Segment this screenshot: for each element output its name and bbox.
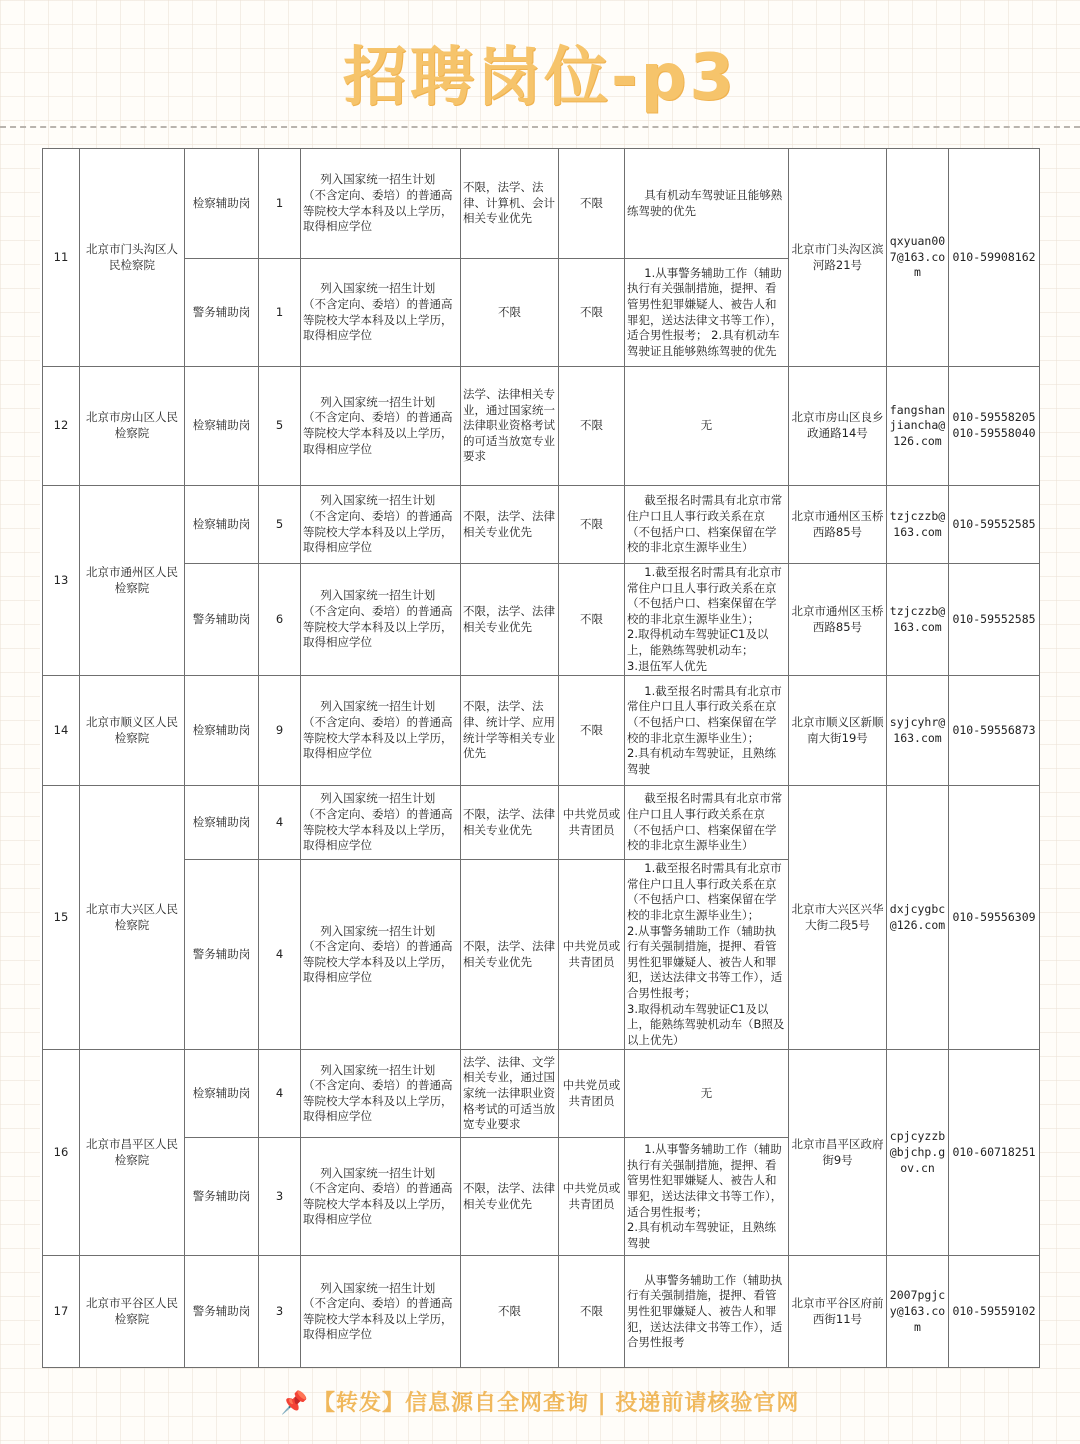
unit-name: 北京市平谷区人民检察院	[80, 1256, 185, 1368]
jobs-table	[42, 148, 1040, 1368]
other-req: 具有机动车驾驶证且能够熟练驾驶的优先	[625, 149, 789, 259]
major-req: 不限	[461, 1256, 559, 1368]
address: 北京市顺义区新顺南大街19号	[789, 676, 887, 786]
phone: 010-59558205 010-59558040	[949, 367, 1040, 486]
hire-count: 1	[259, 259, 301, 367]
phone: 010-59556309	[949, 786, 1040, 1050]
address: 北京市房山区良乡政通路14号	[789, 367, 887, 486]
education-req: 列入国家统一招生计划（不含定向、委培）的普通高等院校大学本科及以上学历，取得相应学位	[301, 860, 461, 1050]
table-row	[43, 1256, 1040, 1368]
politics-req: 不限	[559, 486, 625, 564]
table-row	[43, 564, 1040, 676]
phone: 010-59556873	[949, 676, 1040, 786]
education-req: 列入国家统一招生计划（不含定向、委培）的普通高等院校大学本科及以上学历，取得相应学位	[301, 564, 461, 676]
hire-count: 3	[259, 1256, 301, 1368]
address: 北京市门头沟区滨河路21号	[789, 149, 887, 367]
address: 北京市通州区玉桥西路85号	[789, 486, 887, 564]
major-req: 法学、法律、文学相关专业，通过国家统一法律职业资格考试的可适当放宽专业要求	[461, 1050, 559, 1138]
major-req: 不限，法学、法律相关专业优先	[461, 564, 559, 676]
unit-name: 北京市大兴区人民检察院	[80, 786, 185, 1050]
post-name: 检察辅助岗	[185, 786, 259, 860]
footer-text: 【转发】信息源自全网查询 | 投递前请核验官网	[313, 1391, 800, 1416]
table-row	[43, 786, 1040, 860]
unit-name: 北京市门头沟区人民检察院	[80, 149, 185, 367]
phone: 010-59559102	[949, 1256, 1040, 1368]
email[interactable]: dxjcygbc@126.com	[887, 786, 949, 1050]
other-req: 1.从事警务辅助工作（辅助执行有关强制措施，提押、看管男性犯罪嫌疑人、被告人和罪犯，送达法律文书等工作），适合男性报考； 2.具有机动车驾驶证且能够熟练驾驶的优先	[625, 259, 789, 367]
politics-req: 中共党员或共青团员	[559, 860, 625, 1050]
table-row	[43, 676, 1040, 786]
row-number: 11	[43, 149, 80, 367]
address: 北京市大兴区兴华大街二段5号	[789, 786, 887, 1050]
post-name: 检察辅助岗	[185, 1050, 259, 1138]
phone: 010-59552585	[949, 564, 1040, 676]
other-req: 截至报名时需具有北京市常住户口且人事行政关系在京（不包括户口、档案保留在学校的非北京生源毕业生）	[625, 786, 789, 860]
education-req: 列入国家统一招生计划（不含定向、委培）的普通高等院校大学本科及以上学历，取得相应学位	[301, 786, 461, 860]
other-req: 1.截至报名时需具有北京市常住户口且人事行政关系在京（不包括户口、档案保留在学校的非北京生源毕业生）； 2.从事警务辅助工作（辅助执行有关强制措施，提押、看管男性犯罪嫌疑人、被告人和罪犯，送达法律文书等工作），适合男性报考； 3.取得机动车驾驶证C1及以上，能熟练驾驶机动车（B照及以上优先）	[625, 860, 789, 1050]
politics-req: 不限	[559, 676, 625, 786]
address: 北京市昌平区政府街9号	[789, 1050, 887, 1256]
education-req: 列入国家统一招生计划（不含定向、委培）的普通高等院校大学本科及以上学历，取得相应学位	[301, 486, 461, 564]
politics-req: 不限	[559, 367, 625, 486]
post-name: 检察辅助岗	[185, 149, 259, 259]
email[interactable]: fangshanjiancha@126.com	[887, 367, 949, 486]
other-req: 截至报名时需具有北京市常住户口且人事行政关系在京（不包括户口、档案保留在学校的非北京生源毕业生）	[625, 486, 789, 564]
unit-name: 北京市昌平区人民检察院	[80, 1050, 185, 1256]
row-number: 16	[43, 1050, 80, 1256]
hire-count: 5	[259, 486, 301, 564]
address: 北京市平谷区府前西街11号	[789, 1256, 887, 1368]
post-name: 检察辅助岗	[185, 486, 259, 564]
education-req: 列入国家统一招生计划（不含定向、委培）的普通高等院校大学本科及以上学历，取得相应学位	[301, 1256, 461, 1368]
hire-count: 6	[259, 564, 301, 676]
major-req: 不限，法学、法律相关专业优先	[461, 1138, 559, 1256]
pin-icon: 📌	[280, 1391, 310, 1416]
unit-name: 北京市房山区人民检察院	[80, 367, 185, 486]
table-row	[43, 149, 1040, 259]
hire-count: 5	[259, 367, 301, 486]
unit-name: 北京市顺义区人民检察院	[80, 676, 185, 786]
education-req: 列入国家统一招生计划（不含定向、委培）的普通高等院校大学本科及以上学历，取得相应学位	[301, 149, 461, 259]
footer-note	[0, 1386, 1080, 1417]
politics-req: 不限	[559, 1256, 625, 1368]
email[interactable]: syjcyhr@163.com	[887, 676, 949, 786]
major-req: 法学、法律相关专业，通过国家统一法律职业资格考试的可适当放宽专业要求	[461, 367, 559, 486]
politics-req: 中共党员或共青团员	[559, 786, 625, 860]
phone: 010-59552585	[949, 486, 1040, 564]
hire-count: 3	[259, 1138, 301, 1256]
post-name: 警务辅助岗	[185, 259, 259, 367]
education-req: 列入国家统一招生计划（不含定向、委培）的普通高等院校大学本科及以上学历，取得相应学位	[301, 676, 461, 786]
post-name: 警务辅助岗	[185, 1138, 259, 1256]
row-number: 13	[43, 486, 80, 676]
email[interactable]: cpjcyzzb@bjchp.gov.cn	[887, 1050, 949, 1256]
post-name: 警务辅助岗	[185, 860, 259, 1050]
hire-count: 9	[259, 676, 301, 786]
other-req: 1.截至报名时需具有北京市常住户口且人事行政关系在京（不包括户口、档案保留在学校的非北京生源毕业生）； 2.取得机动车驾驶证C1及以上，能熟练驾驶机动车； 3.退伍军人优先	[625, 564, 789, 676]
politics-req: 中共党员或共青团员	[559, 1050, 625, 1138]
education-req: 列入国家统一招生计划（不含定向、委培）的普通高等院校大学本科及以上学历，取得相应学位	[301, 1138, 461, 1256]
phone: 010-60718251	[949, 1050, 1040, 1256]
unit-name: 北京市通州区人民检察院	[80, 486, 185, 676]
other-req: 1.从事警务辅助工作（辅助执行有关强制措施，提押、看管男性犯罪嫌疑人、被告人和罪犯，送达法律文书等工作），适合男性报考； 2.具有机动车驾驶证，且熟练驾驶	[625, 1138, 789, 1256]
post-name: 检察辅助岗	[185, 367, 259, 486]
row-number: 15	[43, 786, 80, 1050]
post-name: 警务辅助岗	[185, 564, 259, 676]
dashed-divider	[0, 126, 1080, 128]
post-name: 警务辅助岗	[185, 1256, 259, 1368]
row-number: 17	[43, 1256, 80, 1368]
hire-count: 4	[259, 860, 301, 1050]
row-number: 14	[43, 676, 80, 786]
major-req: 不限，法学、法律相关专业优先	[461, 860, 559, 1050]
politics-req: 不限	[559, 564, 625, 676]
education-req: 列入国家统一招生计划（不含定向、委培）的普通高等院校大学本科及以上学历，取得相应学位	[301, 259, 461, 367]
education-req: 列入国家统一招生计划（不含定向、委培）的普通高等院校大学本科及以上学历，取得相应学位	[301, 367, 461, 486]
email[interactable]: 2007pgjcy@163.com	[887, 1256, 949, 1368]
politics-req: 不限	[559, 149, 625, 259]
table-row	[43, 1050, 1040, 1138]
table-row	[43, 486, 1040, 564]
other-req: 无	[625, 367, 789, 486]
other-req: 从事警务辅助工作（辅助执行有关强制措施，提押、看管男性犯罪嫌疑人、被告人和罪犯，送达法律文书等工作），适合男性报考	[625, 1256, 789, 1368]
major-req: 不限，法学、法律、统计学、应用统计学等相关专业优先	[461, 676, 559, 786]
major-req: 不限，法学、法律相关专业优先	[461, 786, 559, 860]
major-req: 不限，法学、法律相关专业优先	[461, 486, 559, 564]
politics-req: 中共党员或共青团员	[559, 1138, 625, 1256]
email[interactable]: qxyuan007@163.com	[887, 149, 949, 367]
other-req: 1.截至报名时需具有北京市常住户口且人事行政关系在京（不包括户口、档案保留在学校的非北京生源毕业生）； 2.具有机动车驾驶证，且熟练驾驶	[625, 676, 789, 786]
page-title: 招聘岗位-p3	[343, 41, 737, 115]
other-req: 无	[625, 1050, 789, 1138]
table-row	[43, 367, 1040, 486]
address: 北京市通州区玉桥西路85号	[789, 564, 887, 676]
row-number: 12	[43, 367, 80, 486]
politics-req: 不限	[559, 259, 625, 367]
major-req: 不限	[461, 259, 559, 367]
email[interactable]: tzjczzb@163.com	[887, 564, 949, 676]
hire-count: 4	[259, 786, 301, 860]
post-name: 检察辅助岗	[185, 676, 259, 786]
education-req: 列入国家统一招生计划（不含定向、委培）的普通高等院校大学本科及以上学历，取得相应学位	[301, 1050, 461, 1138]
major-req: 不限，法学、法律、计算机、会计相关专业优先	[461, 149, 559, 259]
hire-count: 1	[259, 149, 301, 259]
hire-count: 4	[259, 1050, 301, 1138]
phone: 010-59908162	[949, 149, 1040, 367]
email[interactable]: tzjczzb@163.com	[887, 486, 949, 564]
